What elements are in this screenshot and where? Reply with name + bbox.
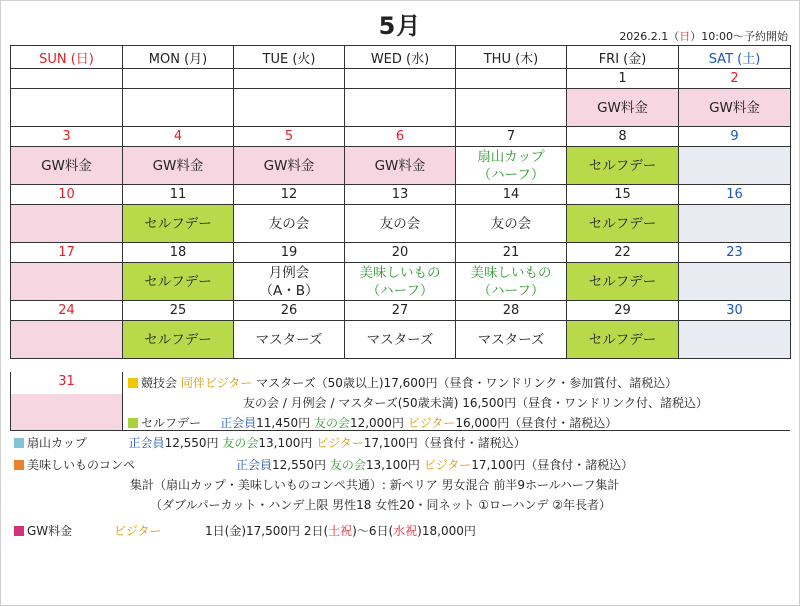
day-31-fill <box>11 394 122 430</box>
week-5-numbers <box>11 301 791 321</box>
divider <box>122 372 123 430</box>
weekday-header: THU (木) <box>456 46 567 69</box>
day-event-cell <box>679 205 791 243</box>
cyan-square-icon <box>14 438 24 448</box>
day-event-cell: セルフデー <box>567 147 679 185</box>
weekday-header: FRI (金) <box>567 46 679 69</box>
day-number: 20 <box>345 243 456 263</box>
day-event-cell: マスターズ <box>456 321 567 359</box>
day-event-cell: セルフデー <box>123 263 234 301</box>
week-3-numbers <box>11 185 791 205</box>
day-number <box>456 69 567 89</box>
legend-self: セルフデー 正会員11,450円 友の会12,000円 ビジター16,000円（昼食付・諸税込） <box>128 414 617 432</box>
day-number: 16 <box>679 185 791 205</box>
event-line: （ハーフ） <box>477 166 545 183</box>
day-event-cell: 友の会 <box>234 205 345 243</box>
legend-shukei-1: 集計（扇山カップ・美味しいものコンペ共通）: 新ペリア 男女混合 前半9ホールハーフ集計 <box>130 478 620 492</box>
legend-gw: GW料金 ビジター 1日(金)17,500円 2日(土祝)～6日(水祝)18,000円 <box>14 522 476 540</box>
day-31-cell <box>10 372 123 431</box>
day-event-cell <box>11 205 123 243</box>
day-event-cell <box>456 147 567 185</box>
day-number: 14 <box>456 185 567 205</box>
weekday-header: MON (月) <box>123 46 234 69</box>
orange-square-icon <box>14 460 24 470</box>
day-event-cell: マスターズ <box>234 321 345 359</box>
day-event-cell <box>679 263 791 301</box>
day-number: 4 <box>123 127 234 147</box>
event-line: 月例会 <box>268 264 310 281</box>
week-5-events <box>11 321 791 359</box>
day-number: 21 <box>456 243 567 263</box>
day-number: 3 <box>11 127 123 147</box>
day-number <box>123 69 234 89</box>
day-number: 25 <box>123 301 234 321</box>
reservation-open-notice: 2026.2.1（日）10:00～予約開始 <box>619 30 788 43</box>
weekday-header-row <box>11 46 791 69</box>
legend-kyogi-2: 友の会 / 月例会 / マスターズ(50歳未満) 16,500円（昼食・ワンドリンク付、諸税込） <box>243 396 708 410</box>
day-number: 5 <box>234 127 345 147</box>
day-number: 26 <box>234 301 345 321</box>
green-square-icon <box>128 418 138 428</box>
week-4-events <box>11 263 791 301</box>
yellow-square-icon <box>128 378 138 388</box>
day-event-cell <box>345 89 456 127</box>
day-number: 6 <box>345 127 456 147</box>
day-event-cell: セルフデー <box>123 205 234 243</box>
day-number: 30 <box>679 301 791 321</box>
event-line: 扇山カップ <box>477 148 545 165</box>
day-number: 17 <box>11 243 123 263</box>
day-event-cell <box>456 89 567 127</box>
day-event-cell: GW料金 <box>679 89 791 127</box>
day-event-cell <box>234 263 345 301</box>
day-event-cell: セルフデー <box>123 321 234 359</box>
day-number: 12 <box>234 185 345 205</box>
day-number: 1 <box>567 69 679 89</box>
day-number: 11 <box>123 185 234 205</box>
day-number: 29 <box>567 301 679 321</box>
week-4-numbers <box>11 243 791 263</box>
day-number: 7 <box>456 127 567 147</box>
day-number: 31 <box>58 374 75 389</box>
day-event-cell: セルフデー <box>567 205 679 243</box>
legend-kyogi: 競技会 同伴ビジター マスターズ（50歳以上)17,600円（昼食・ワンドリンク・参加賞付、諸税込） <box>128 374 677 392</box>
pink-square-icon <box>14 526 24 536</box>
day-event-cell <box>345 263 456 301</box>
week-2-events <box>11 147 791 185</box>
event-line: （ハーフ） <box>477 282 545 299</box>
day-number: 15 <box>567 185 679 205</box>
legend-cup: 扇山カップ 正会員12,550円 友の会13,100円 ビジター17,100円（昼食付・諸税込） <box>14 434 526 452</box>
week-1-events <box>11 89 791 127</box>
weekday-header: SUN (日) <box>11 46 123 69</box>
day-event-cell <box>11 321 123 359</box>
day-number: 2 <box>679 69 791 89</box>
day-event-cell <box>11 263 123 301</box>
day-event-cell: 友の会 <box>345 205 456 243</box>
legend-shukei-2: （ダブルパーカット・ハンデ上限 男性18 女性20・同ネット ①ローハンデ ②年長者） <box>150 498 612 512</box>
legend-oishii: 美味しいものコンペ <box>14 456 135 474</box>
day-number <box>11 69 123 89</box>
day-event-cell: セルフデー <box>567 263 679 301</box>
day-event-cell: GW料金 <box>11 147 123 185</box>
day-event-cell: セルフデー <box>567 321 679 359</box>
day-event-cell: GW料金 <box>123 147 234 185</box>
day-number <box>234 69 345 89</box>
event-line: （A・B） <box>259 282 319 299</box>
day-number: 27 <box>345 301 456 321</box>
day-number: 22 <box>567 243 679 263</box>
day-event-cell <box>679 147 791 185</box>
weekday-header: TUE (火) <box>234 46 345 69</box>
day-event-cell: GW料金 <box>234 147 345 185</box>
legend-oishii-prices: 正会員12,550円 友の会13,100円 ビジター17,100円（昼食付・諸税込） <box>236 458 634 472</box>
day-number: 23 <box>679 243 791 263</box>
weekday-header: WED (水) <box>345 46 456 69</box>
day-event-cell <box>679 321 791 359</box>
day-number: 18 <box>123 243 234 263</box>
week-2-numbers <box>11 127 791 147</box>
day-number: 8 <box>567 127 679 147</box>
day-event-cell <box>11 89 123 127</box>
day-event-cell <box>234 89 345 127</box>
day-number: 10 <box>11 185 123 205</box>
week-3-events <box>11 205 791 243</box>
day-event-cell: マスターズ <box>345 321 456 359</box>
week-1-numbers <box>11 69 791 89</box>
day-number: 9 <box>679 127 791 147</box>
day-event-cell: 友の会 <box>456 205 567 243</box>
calendar-grid <box>10 45 791 359</box>
day-number: 19 <box>234 243 345 263</box>
day-number: 24 <box>11 301 123 321</box>
day-number: 28 <box>456 301 567 321</box>
day-number <box>345 69 456 89</box>
event-line: 美味しいもの <box>470 264 552 281</box>
month-title: 5月 <box>378 12 422 40</box>
day-event-cell <box>123 89 234 127</box>
event-line: （ハーフ） <box>366 282 434 299</box>
weekday-header: SAT (土) <box>679 46 791 69</box>
day-event-cell <box>456 263 567 301</box>
day-event-cell: GW料金 <box>567 89 679 127</box>
day-event-cell: GW料金 <box>345 147 456 185</box>
day-number: 13 <box>345 185 456 205</box>
event-line: 美味しいもの <box>359 264 441 281</box>
